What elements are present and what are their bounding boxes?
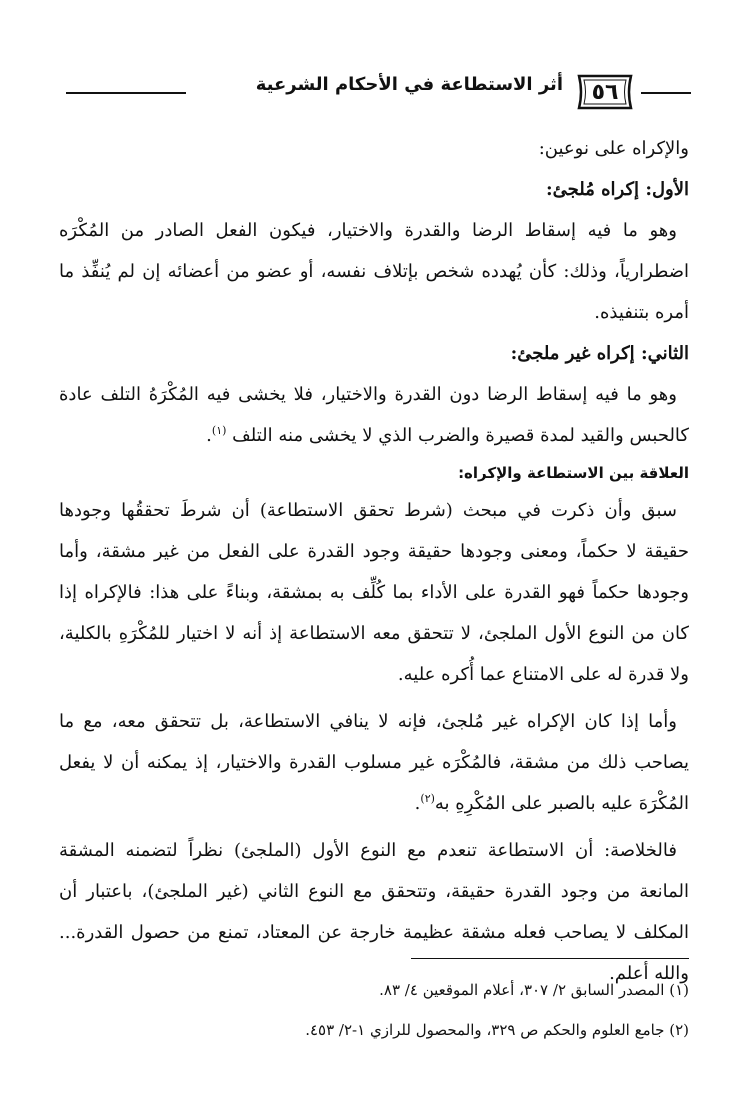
header-rule-left (66, 92, 186, 94)
footnote-ref-2[interactable]: (٢) (420, 792, 435, 805)
paragraph-relation: سبق وأن ذكرت في مبحث (شرط تحقق الاستطاعة) أن شرطَ تحققُها وجودها حقيقة لا حكماً، ومعنى وجودها حقيقة وجود القدرة على الفعل من غير مشقة، وأما وجودها حكماً فهو القدرة على الأداء بما كُلِّف به بمشقة، وبناءً على هذا: فالإكراه إذا كان من النوع الأول الملجئ، لا تتحقق معه الاستطاعة إذ أنه لا اختيار للمُكْرَهِ بالكلية، ولا قدرة له على الامتناع عما أُكره عليه. (59, 500, 689, 685)
footnotes (59, 970, 689, 1050)
paragraph-non-compelling-end: . (414, 793, 421, 814)
header-rule-right (641, 92, 691, 94)
page-number: ٥٦ (591, 79, 619, 105)
paragraph-non-compelling (59, 701, 689, 824)
page-body (59, 128, 689, 994)
footnote-1: (١) المصدر السابق ٢/ ٣٠٧، أعلام الموقعين ٤/ ٨٣. (379, 981, 689, 999)
page-number-badge (577, 74, 633, 110)
paragraph-second-type-text: وهو ما فيه إسقاط الرضا دون القدرة والاختيار، فلا يخشى فيه المُكْرَهُ التلف عادة كالحبس والقيد لمدة قصيرة والضرب الذي لا يخشى منه التلف (59, 384, 689, 446)
paragraph-non-compelling-text: وأما إذا كان الإكراه غير مُلجئ، فإنه لا ينافي الاستطاعة، بل تتحقق معه، مع ما يصاحب ذلك من مشقة، فالمُكْرَه غير مسلوب القدرة والاختيار، إذ يمكنه أن لا يفعل المُكْرَهَ عليه بالصبر على المُكْرِهِ به (59, 711, 689, 814)
footnote-2: (٢) جامع العلوم والحكم ص ٣٢٩، والمحصول للرازي ١-٢/ ٤٥٣. (305, 1021, 689, 1039)
footnote-divider (411, 958, 689, 959)
paragraph-first-type: وهو ما فيه إسقاط الرضا والقدرة والاختيار، فيكون الفعل الصادر من المُكْرَه اضطرارياً، وذلك: كأن يُهدده شخص بإتلاف نفسه، أو عضو من أعضائه إن لم يُنفِّذ ما أمره بتنفيذه. (59, 220, 689, 323)
page-header (66, 70, 691, 110)
paragraph-conclusion: فالخلاصة: أن الاستطاعة تنعدم مع النوع الأول (الملجئ) نظراً لتضمنه المشقة المانعة من وجود القدرة حقيقة، وتتحقق مع النوع الثاني (غير الملجئ)، باعتبار أن المكلف لا يصاحب فعله مشقة عظيمة خارجة عن المعتاد، تمنع من حصول القدرة... والله أعلم. (59, 840, 689, 984)
section-heading-relation: العلاقة بين الاستطاعة والإكراه: (458, 464, 689, 482)
paragraph-second-type-end: . (206, 425, 212, 446)
section-heading-second-type: الثاني: إكراه غير ملجئ: (510, 343, 689, 364)
paragraph-second-type (59, 374, 689, 456)
running-title: أثر الاستطاعة في الأحكام الشرعية (255, 74, 563, 95)
paragraph-intro: والإكراه على نوعين: (538, 138, 689, 159)
footnote-ref-1[interactable]: (١) (211, 424, 227, 437)
section-heading-first-type: الأول: إكراه مُلجئ: (545, 179, 689, 200)
